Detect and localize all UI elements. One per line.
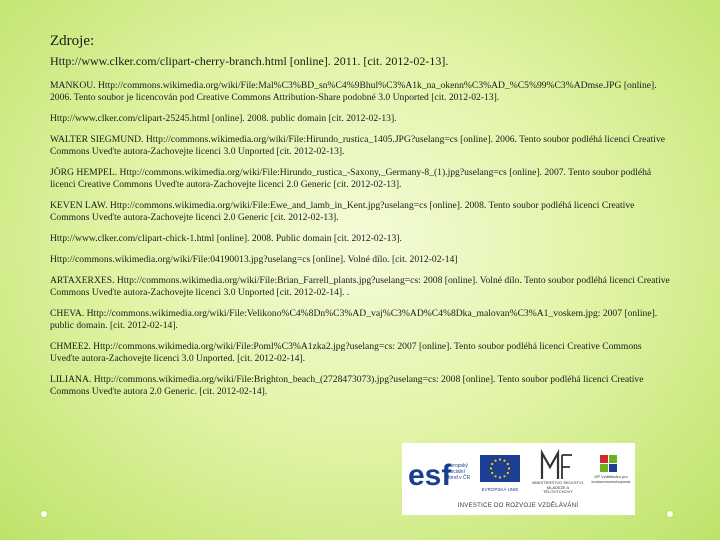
eu-star-icon [503,460,505,462]
reference-item: CHEVA. Http://commons.wikimedia.org/wiki/File:Velikono%C4%8Dn%C3%AD_vaj%C3%AD%C4%8Dka_malovan%C3%A1_voskem.jpg: 2007 [online]. public domain. [cit. 2012-02-14]. [50,308,658,331]
eu-star-icon [490,467,492,469]
reference-item: MANKOU. Http://commons.wikimedia.org/wiki/File:Mal%C3%BD_sn%C4%9Bhul%C3%A1k_na_okenn%C3%AD_%C5%99%C3%ADmse.JPG [online]. 2006. Tento soubor je licencován pod Creative Commons Attribution-Share podobné 3.0 Unported [cit. 2012-02-13]. [50,80,657,103]
reference-item: ARTAXERXES. Http://commons.wikimedia.org/wiki/File:Brian_Farrell_plants.jpg?uselang=cs: 2008 [online]. Volné dílo. Tento soubor podléhá licenci Creative Commons Uveďte autora-Zachovejte licenci 3.0 Unported [cit. 2012-02-14]. . [50,275,670,298]
msmt-caption: MINISTERSTVO ŠKOLSTVÍ, MLÁDEŽE A TĚLOVÝCHOVY [532,481,584,495]
eu-star-icon [507,472,509,474]
op-square-icon [609,464,617,472]
slide-subtitle: Http://www.clker.com/clipart-cherry-branch.html [online]. 2011. [cit. 2012-02-13]. [50,54,449,68]
esf-sub-line: evropský [448,463,469,469]
esf-logo [408,459,471,492]
reference-item: Http://commons.wikimedia.org/wiki/File:04190013.jpg?uselang=cs [online]. Volné dílo. [cit. 2012-02-14] [50,254,458,265]
msmt-caption-box [532,481,584,495]
eu-star-icon [499,476,501,478]
eu-star-icon [491,463,493,465]
eu-star-icon [508,467,510,469]
eu-caption: EVROPSKÁ UNIE [481,487,519,492]
esf-sub-line: fond v ČR [448,475,471,481]
eu-star-icon [503,475,505,477]
funding-footer-text: INVESTICE DO ROZVOJE VZDĚLÁVÁNÍ [457,503,579,509]
op-square-icon [600,455,608,463]
esf-sub-line: sociální [448,469,465,475]
reference-list [50,80,672,407]
esf-logo-text: esf [408,459,452,492]
eu-star-icon [494,460,496,462]
reference-item: WALTER SIEGMUND. Http://commons.wikimedia.org/wiki/File:Hirundo_rustica_1405.JPG?uselang=cs [online]. 2006. Tento soubor podléhá licenci Creative Commons Uveďte autora-Zachovejte licenci 3.0 Unported [cit. 2012-02-13]. [50,134,666,157]
slide-title: Zdroje: [50,33,95,49]
op-caption-box [590,475,632,491]
reference-item: JÖRG HEMPEL. Http://commons.wikimedia.org/wiki/File:Hirundo_rustica_-Saxony,_Germany-8_(1).jpg?uselang=cs [online]. 2007. Tento soubor podléhá licenci Creative Commons Uveďte autora-Zachovejte licenci 2.0 Generic [cit. 2012-02-13]. [50,167,652,190]
reference-item: LILIANA. Http://commons.wikimedia.org/wiki/File:Brighton_beach_(2728473073).jpg?uselang=cs: 2008 [online]. Tento soubor podléhá licenci Creative Commons Uveďte autora 2.0 Generic. [cit. 2012-02-14]. [50,374,644,397]
reference-item: KEVEN LAW. Http://commons.wikimedia.org/wiki/File:Ewe_and_lamb_in_Kent.jpg?uselang=cs [online]. 2008. Tento soubor podléhá licenci Creative Commons Uveďte autora-Zachovejte licenci 2.0 Generic [cit. 2012-02-13]. [50,200,635,223]
eu-star-icon [491,472,493,474]
op-square-icon [600,464,608,472]
reference-item: Http://www.clker.com/clipart-chick-1.html [online]. 2008. Public domain [cit. 2012-02-13]. [50,233,402,244]
eu-flag-logo [480,455,520,492]
msmt-mark-icon [562,455,572,479]
decorative-dot-icon [667,511,673,517]
reference-item: Http://www.clker.com/clipart-25245.html [online]. 2008. public domain [cit. 2012-02-13]. [50,113,397,124]
op-caption: OP Vzdělávání pro konkurenceschopnost [591,475,631,484]
reference-item: CHMEE2. Http://commons.wikimedia.org/wiki/File:Poml%C3%A1zka2.jpg?uselang=cs: 2007 [online]. Tento soubor podléhá licenci Creative Commons Uveďte autora-Zachovejte licenci 3.0 Unported. [cit. 2012-02-14]. [50,341,642,364]
funding-logos [402,443,635,515]
eu-star-icon [507,463,509,465]
decorative-dot-icon [41,511,47,517]
msmt-logo [532,453,584,495]
op-vk-logo [590,455,632,491]
eu-star-icon [499,458,501,460]
eu-star-icon [494,475,496,477]
op-square-icon [609,455,617,463]
funding-logo-bar [402,443,635,515]
msmt-mark-icon [542,453,558,479]
